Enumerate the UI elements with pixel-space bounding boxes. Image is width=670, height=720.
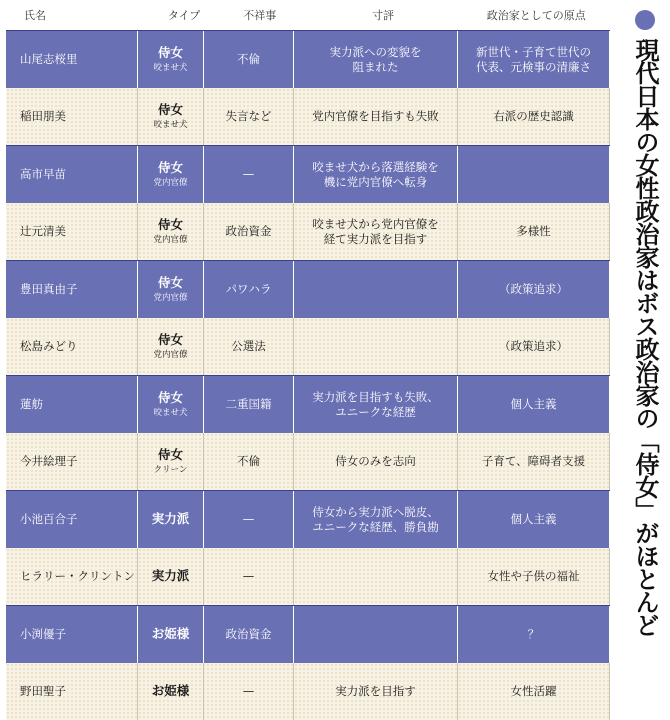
cell-review: 実力派への変貌を 阻まれた bbox=[294, 31, 458, 88]
cell-scandal: 公選法 bbox=[204, 318, 294, 375]
table-row bbox=[6, 433, 610, 490]
cell-origin: 右派の歴史認識 bbox=[458, 88, 610, 145]
cell-origin: 多様性 bbox=[458, 203, 610, 260]
cell-scandal: 不倫 bbox=[204, 31, 294, 88]
politicians-table bbox=[6, 0, 610, 720]
cell-scandal: 失言など bbox=[204, 88, 294, 145]
table-row bbox=[6, 88, 610, 145]
type-label: 侍女 bbox=[157, 332, 183, 348]
table-body bbox=[6, 30, 610, 720]
cell-type bbox=[138, 31, 204, 88]
type-label: 侍女 bbox=[157, 102, 183, 118]
bullet-dot-icon bbox=[635, 10, 655, 30]
table-row bbox=[6, 548, 610, 605]
cell-type bbox=[138, 203, 204, 260]
header-name: 氏名 bbox=[24, 9, 46, 22]
cell-scandal: — bbox=[204, 491, 294, 548]
cell-name: 辻元清美 bbox=[6, 203, 138, 260]
cell-type bbox=[138, 491, 204, 548]
cell-scandal: — bbox=[204, 548, 294, 605]
type-label: 侍女 bbox=[157, 45, 183, 61]
type-label: 侍女 bbox=[157, 275, 183, 291]
cell-name: ヒラリー・クリントン bbox=[6, 548, 138, 605]
type-label: 侍女 bbox=[157, 160, 183, 176]
cell-origin: ？ bbox=[458, 606, 610, 663]
cell-review: 咬ませ犬から党内官僚を 経て実力派を目指す bbox=[294, 203, 458, 260]
cell-review: 咬ませ犬から落選経験を 機に党内官僚へ転身 bbox=[294, 146, 458, 203]
table-row bbox=[6, 605, 610, 663]
cell-review bbox=[294, 548, 458, 605]
cell-name: 山尾志桜里 bbox=[6, 31, 138, 88]
cell-type bbox=[138, 606, 204, 663]
cell-origin: 女性活躍 bbox=[458, 663, 610, 720]
cell-type bbox=[138, 318, 204, 375]
type-label: 実力派 bbox=[151, 568, 190, 584]
cell-scandal: — bbox=[204, 663, 294, 720]
table-row bbox=[6, 30, 610, 88]
cell-name: 野田聖子 bbox=[6, 663, 138, 720]
header-scandal: 不祥事 bbox=[243, 9, 277, 22]
table-row bbox=[6, 375, 610, 433]
cell-name: 今井絵理子 bbox=[6, 433, 138, 490]
cell-review bbox=[294, 261, 458, 318]
header-review: 寸評 bbox=[371, 9, 394, 22]
header-type: タイプ bbox=[167, 9, 201, 22]
table-row bbox=[6, 318, 610, 375]
table-row bbox=[6, 203, 610, 260]
type-label: 侍女 bbox=[157, 390, 183, 406]
type-label: 侍女 bbox=[157, 217, 183, 233]
cell-origin: 新世代・子育て世代の 代表、元検事の清廉さ bbox=[458, 31, 610, 88]
cell-scandal: 不倫 bbox=[204, 433, 294, 490]
cell-scandal: — bbox=[204, 146, 294, 203]
type-sublabel: 党内官僚 bbox=[153, 234, 188, 245]
type-label: お姫様 bbox=[151, 683, 190, 699]
type-sublabel: 咬ませ犬 bbox=[153, 407, 188, 418]
table-row bbox=[6, 260, 610, 318]
type-label: 実力派 bbox=[151, 511, 190, 527]
cell-review: 侍女から実力派へ脱皮、 ユニークな経歴、勝負勘 bbox=[294, 491, 458, 548]
type-sublabel: 党内官僚 bbox=[153, 177, 188, 188]
table-header bbox=[6, 0, 610, 30]
cell-scandal: 政治資金 bbox=[204, 606, 294, 663]
cell-origin bbox=[458, 146, 610, 203]
cell-type bbox=[138, 88, 204, 145]
cell-type bbox=[138, 548, 204, 605]
cell-review: 実力派を目指す bbox=[294, 663, 458, 720]
cell-name: 高市早苗 bbox=[6, 146, 138, 203]
cell-review: 侍女のみを志向 bbox=[294, 433, 458, 490]
cell-review: 党内官僚を目指すも失敗 bbox=[294, 88, 458, 145]
cell-type bbox=[138, 663, 204, 720]
cell-origin: 個人主義 bbox=[458, 376, 610, 433]
type-label: 侍女 bbox=[157, 447, 183, 463]
type-sublabel: 党内官僚 bbox=[153, 292, 188, 303]
cell-review bbox=[294, 606, 458, 663]
cell-name: 稲田朋美 bbox=[6, 88, 138, 145]
cell-origin: 個人主義 bbox=[458, 491, 610, 548]
type-sublabel: 党内官僚 bbox=[153, 349, 188, 360]
cell-review: 実力派を目指すも失敗、 ユニークな経歴 bbox=[294, 376, 458, 433]
cell-type bbox=[138, 376, 204, 433]
cell-scandal: パワハラ bbox=[204, 261, 294, 318]
cell-origin: 女性や子供の福祉 bbox=[458, 548, 610, 605]
cell-origin: 子育て、障碍者支援 bbox=[458, 433, 610, 490]
cell-review bbox=[294, 318, 458, 375]
cell-scandal: 政治資金 bbox=[204, 203, 294, 260]
cell-name: 蓮舫 bbox=[6, 376, 138, 433]
type-sublabel: 咬ませ犬 bbox=[153, 62, 188, 73]
cell-type bbox=[138, 146, 204, 203]
cell-origin: （政策追求） bbox=[458, 318, 610, 375]
table-row bbox=[6, 663, 610, 720]
cell-type bbox=[138, 433, 204, 490]
cell-name: 小池百合子 bbox=[6, 491, 138, 548]
header-origin: 政治家としての原点 bbox=[486, 9, 586, 22]
cell-name: 松島みどり bbox=[6, 318, 138, 375]
side-title-block bbox=[625, 10, 665, 710]
type-sublabel: クリーン bbox=[153, 464, 188, 475]
table-row bbox=[6, 145, 610, 203]
type-label: お姫様 bbox=[151, 626, 190, 642]
type-sublabel: 咬ませ犬 bbox=[153, 119, 188, 130]
cell-name: 豊田真由子 bbox=[6, 261, 138, 318]
cell-origin: （政策追求） bbox=[458, 261, 610, 318]
cell-name: 小渕優子 bbox=[6, 606, 138, 663]
cell-scandal: 二重国籍 bbox=[204, 376, 294, 433]
table-row bbox=[6, 490, 610, 548]
side-title: 現代日本の女性政治家はボス政治家の「侍女」がほとんど bbox=[631, 38, 659, 636]
cell-type bbox=[138, 261, 204, 318]
